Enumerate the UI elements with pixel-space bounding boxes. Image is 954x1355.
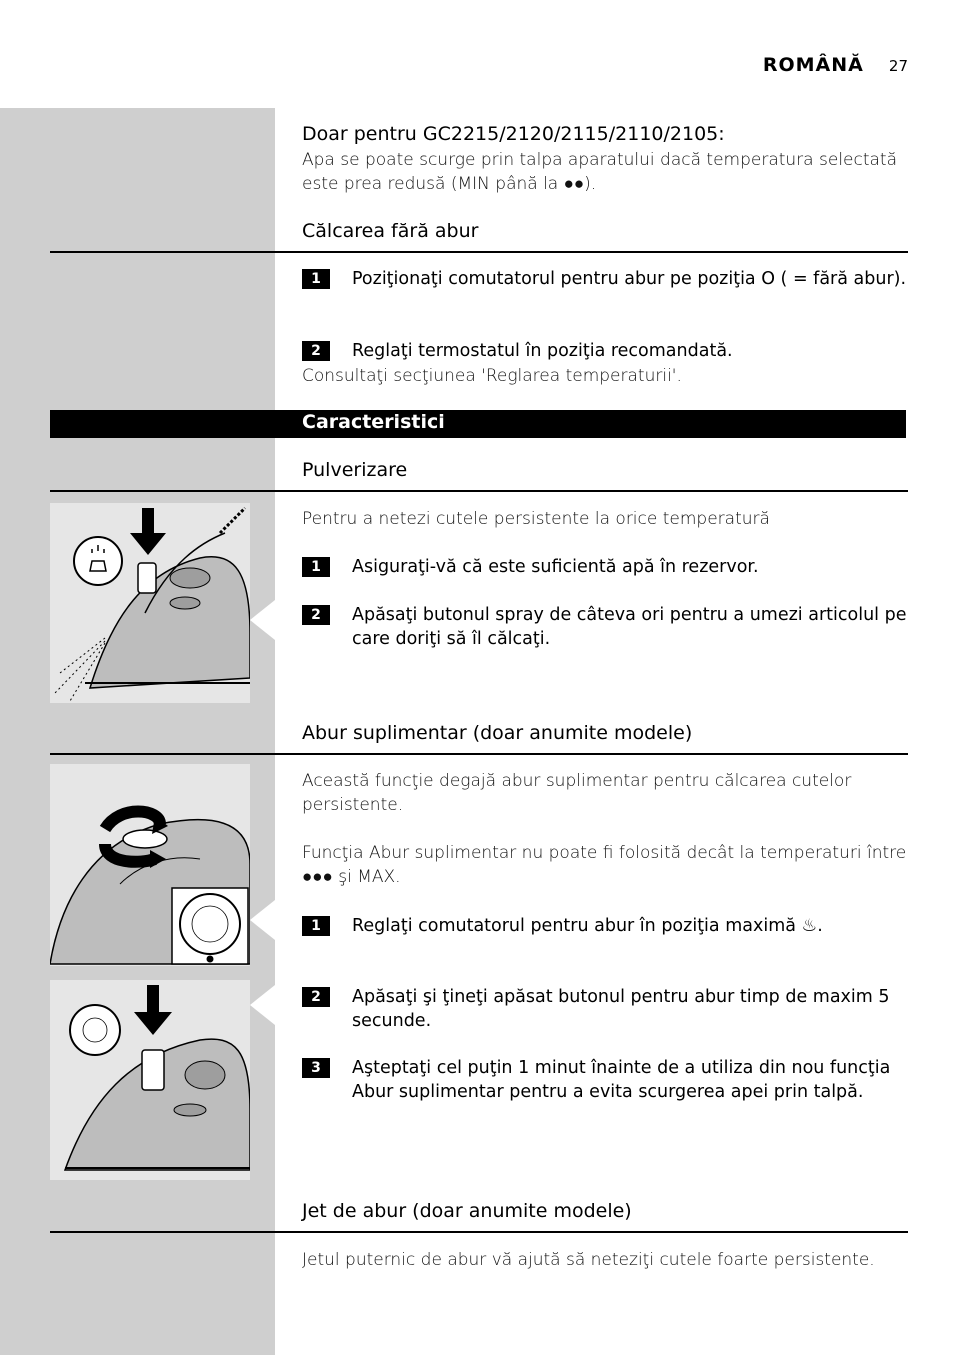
callout-notch xyxy=(250,900,275,940)
dry-step-2 xyxy=(302,339,908,363)
callout-notch xyxy=(250,600,275,640)
extra-steam-illustration-1 xyxy=(50,764,250,966)
spray-step-2 xyxy=(302,603,908,651)
dry-note: Consultaţi secţiunea 'Reglarea temperaturii'. xyxy=(302,366,682,386)
step-number: 2 xyxy=(302,341,330,361)
step-text: Reglaţi termostatul în poziţia recomandată. xyxy=(352,341,733,361)
extra-step-2 xyxy=(302,985,908,1033)
features-title: Caracteristici xyxy=(302,411,445,433)
step-number: 2 xyxy=(302,987,330,1007)
callout-notch xyxy=(250,985,275,1025)
extra-step-1 xyxy=(302,914,908,938)
step-text: Asiguraţi-vă că este suficientă apă în rezervor. xyxy=(352,557,759,577)
step-text: Apăsaţi butonul spray de câteva ori pentru a umezi articolul pe care doriţi să îl călcaţi. xyxy=(352,605,907,649)
section-divider xyxy=(50,753,908,755)
extra-steam-p2: Funcţia Abur suplimentar nu poate fi folosită decât la temperaturi între ●●● şi MAX. xyxy=(302,843,907,887)
features-title-bar xyxy=(50,410,906,438)
section-divider xyxy=(50,251,908,253)
step-text: Aşteptaţi cel puţin 1 minut înainte de a utiliza din nou funcţia Abur suplimentar pentru a evita scurgerea apei prin talpă. xyxy=(352,1058,891,1102)
step-number: 1 xyxy=(302,916,330,936)
step-text: Poziţionaţi comutatorul pentru abur pe poziţia O ( = fără abur). xyxy=(352,269,907,289)
dry-ironing-heading: Călcarea fără abur xyxy=(302,220,479,242)
step-text: Apăsaţi şi ţineţi apăsat butonul pentru abur timp de maxim 5 secunde. xyxy=(352,987,890,1031)
steam-jet-heading: Jet de abur (doar anumite modele) xyxy=(302,1200,632,1222)
step-number: 2 xyxy=(302,605,330,625)
step-number: 1 xyxy=(302,557,330,577)
dry-step-1 xyxy=(302,267,908,291)
page-number: 27 xyxy=(888,57,908,75)
iron-press-drawing xyxy=(50,980,250,1180)
step-number: 3 xyxy=(302,1058,330,1078)
extra-steam-heading: Abur suplimentar (doar anumite modele) xyxy=(302,722,693,744)
section-divider xyxy=(50,1231,908,1233)
spray-step-1 xyxy=(302,555,908,579)
extra-steam-p1: Această funcţie degajă abur suplimentar pentru călcarea cutelor persistente. xyxy=(302,771,852,815)
extra-step-3 xyxy=(302,1056,908,1104)
step-number: 1 xyxy=(302,269,330,289)
section-divider xyxy=(50,490,908,492)
steam-jet-text: Jetul puternic de abur vă ajută să neteziţi cutele foarte persistente. xyxy=(302,1250,875,1270)
page-header xyxy=(763,54,908,76)
iron-dial-drawing xyxy=(50,764,250,966)
iron-spray-drawing xyxy=(50,503,250,703)
step-text: Reglaţi comutatorul pentru abur în poziţia maximă ♨. xyxy=(352,916,823,936)
model-note-title: Doar pentru GC2215/2120/2115/2110/2105: xyxy=(302,123,725,145)
spray-intro: Pentru a netezi cutele persistente la orice temperatură xyxy=(302,509,770,529)
model-note-text: Apa se poate scurge prin talpa aparatului dacă temperatura selectată este prea redusă (MIN până la ●●). xyxy=(302,150,898,194)
extra-steam-illustration-2 xyxy=(50,980,250,1180)
spray-illustration xyxy=(50,503,250,703)
spray-heading: Pulverizare xyxy=(302,459,408,481)
language-label: ROMÂNĂ xyxy=(762,54,864,76)
